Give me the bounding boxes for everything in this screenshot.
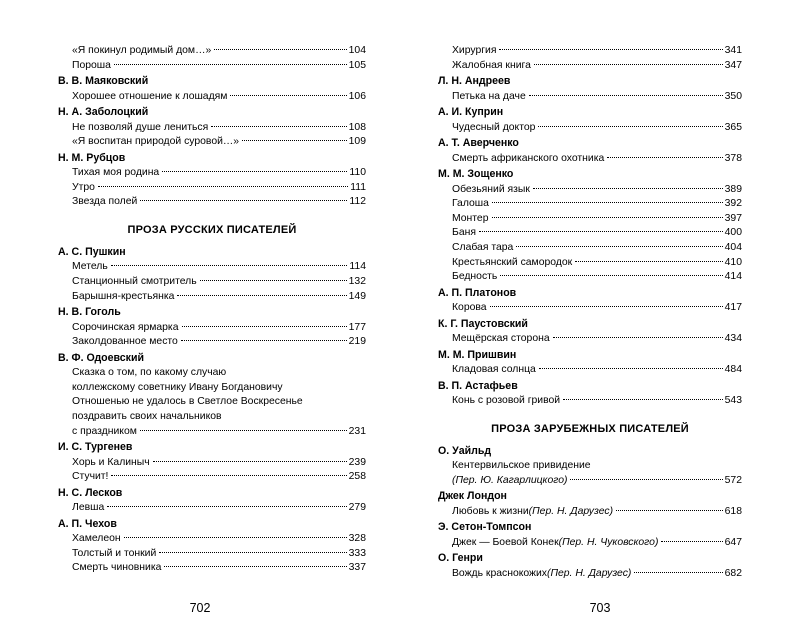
toc-entry-page: 109: [348, 136, 366, 148]
toc-entry-title: Барышня-крестьянка: [72, 290, 175, 302]
toc-author: Н. В. Гоголь: [58, 306, 121, 319]
toc-entry-title: Утро: [72, 181, 95, 193]
toc-leader-dots: [570, 478, 722, 480]
toc-leader-dots: [140, 429, 347, 431]
folio-right: 703: [589, 601, 611, 615]
toc-leader-dots: [529, 94, 723, 96]
toc-entry-page: 618: [724, 505, 742, 517]
toc-entry-title: Хорошее отношение к лошадям: [72, 90, 228, 102]
toc-leader-dots: [124, 536, 347, 538]
toc-leader-dots: [177, 294, 346, 296]
toc-entry-title: Сорочинская ярмарка: [72, 321, 179, 333]
toc-author: В. П. Астафьев: [438, 379, 518, 392]
toc-section-heading: ПРОЗА РУССКИХ ПИСАТЕЛЕЙ: [127, 223, 297, 236]
toc-leader-dots: [500, 274, 722, 276]
toc-entry[interactable]: [58, 470, 366, 485]
toc-entry-title: Смерть африканского охотника: [452, 152, 605, 164]
toc-author: А. Т. Аверченко: [438, 137, 519, 150]
toc-entry[interactable]: [438, 90, 742, 105]
toc-entry-title: Звезда полей: [72, 196, 138, 208]
toc-entry[interactable]: [438, 332, 742, 347]
toc-entry-title: Петька на даче: [452, 90, 526, 102]
toc-author: Н. М. Рубцов: [58, 151, 126, 164]
toc-entry[interactable]: [58, 561, 366, 576]
toc-entry-title: (Пер. Ю. Кагарлицкого): [452, 474, 568, 486]
toc-entry[interactable]: [438, 536, 742, 551]
toc-leader-dots: [164, 565, 346, 567]
toc-entry-title: Хирургия: [452, 45, 497, 56]
toc-leader-dots: [538, 125, 722, 127]
toc-entry-title: Чудесный доктор: [452, 121, 536, 133]
toc-entry[interactable]: [58, 321, 366, 336]
toc-entry-title: Метель: [72, 261, 108, 273]
toc-entry-title: Бедность: [452, 271, 498, 283]
toc-entry[interactable]: [438, 152, 742, 167]
toc-entry-page: 682: [724, 567, 742, 579]
toc-leader-dots: [107, 505, 346, 507]
toc-entry-title: Вождь краснокожих: [452, 567, 547, 579]
toc-entry[interactable]: [58, 425, 366, 440]
toc-author: Джек Лондон: [438, 490, 507, 503]
toc-entry-page: 111: [350, 181, 366, 193]
toc-entry[interactable]: [438, 44, 742, 59]
toc-entry-title: Смерть чиновника: [72, 562, 162, 574]
toc-entry-page: 392: [724, 198, 742, 210]
toc-entry-page: 104: [348, 45, 366, 56]
toc-leader-dots: [200, 279, 347, 281]
toc-leader-dots: [114, 63, 347, 65]
toc-entry-page: 328: [348, 533, 366, 545]
toc-entry[interactable]: [438, 226, 742, 241]
toc-entry-translator: (Пер. Н. Дарузес): [547, 567, 632, 579]
toc-entry-page: 149: [348, 290, 366, 302]
toc-entry-title: Монтер: [452, 212, 489, 224]
toc-entry[interactable]: [438, 270, 742, 285]
toc-entry-page: 484: [724, 364, 742, 376]
toc-leader-dots: [616, 509, 723, 511]
page-right: [400, 44, 800, 637]
toc-leader-dots: [533, 187, 723, 189]
page-left: [0, 44, 400, 637]
toc-entry-page: 112: [349, 196, 366, 208]
toc-entry-page: 417: [724, 302, 742, 314]
toc-entry-page: 132: [348, 275, 366, 287]
toc-entry-title: Слабая тара: [452, 241, 514, 253]
toc-entry-title: Стучит!: [72, 471, 109, 483]
toc-author: В. В. Маяковский: [58, 75, 149, 88]
toc-entry-title: Мещёрская сторона: [452, 333, 550, 345]
toc-author: К. Г. Паустовский: [438, 317, 528, 330]
toc-entry-page: 239: [348, 456, 366, 468]
toc-entry[interactable]: [438, 256, 742, 271]
toc-entry-page: 404: [724, 241, 742, 253]
toc-section-heading: ПРОЗА ЗАРУБЕЖНЫХ ПИСАТЕЛЕЙ: [491, 422, 689, 435]
toc-entry-page: 397: [724, 212, 742, 224]
toc-entry-title: Кладовая солнца: [452, 364, 536, 376]
toc-entry-page: 347: [724, 59, 742, 71]
toc-leader-dots: [575, 260, 722, 262]
toc-entry[interactable]: [438, 567, 742, 582]
toc-author: Э. Сетон-Томпсон: [438, 521, 532, 534]
toc-list-left: [58, 44, 366, 576]
toc-leader-dots: [111, 474, 346, 476]
toc-entry[interactable]: [58, 166, 366, 181]
toc-author: Н. А. Заболоцкий: [58, 106, 149, 119]
toc-leader-dots: [534, 63, 723, 65]
toc-entry[interactable]: [58, 181, 366, 196]
toc-title-continuation: Отношенью не удалось в Светлое Воскресенье: [72, 396, 303, 408]
toc-leader-dots: [607, 156, 722, 158]
toc-entry-page: 434: [724, 333, 742, 345]
toc-entry-page: 341: [724, 45, 742, 56]
toc-leader-dots: [181, 339, 347, 341]
toc-leader-dots: [490, 305, 723, 307]
toc-entry-page: 365: [724, 121, 742, 133]
toc-entry-title: Крестьянский самородок: [452, 256, 573, 268]
toc-entry-title: «Я воспитан природой суровой…»: [72, 136, 240, 148]
toc-entry-title: «Я покинул родимый дом…»: [72, 45, 212, 56]
toc-entry-page: 350: [724, 90, 742, 102]
toc-author: М. М. Зощенко: [438, 168, 514, 181]
toc-author: А. П. Платонов: [438, 286, 517, 299]
toc-leader-dots: [553, 336, 723, 338]
toc-leader-dots: [211, 125, 346, 127]
toc-entry-page: 114: [349, 261, 366, 273]
toc-entry[interactable]: [58, 456, 366, 471]
toc-leader-dots: [162, 170, 347, 172]
toc-leader-dots: [98, 185, 348, 187]
toc-entry-page: 177: [348, 321, 366, 333]
toc-leader-dots: [634, 571, 722, 573]
toc-entry-page: 219: [348, 336, 366, 348]
toc-entry[interactable]: [438, 241, 742, 256]
toc-entry-page: 572: [724, 474, 742, 486]
toc-entry[interactable]: [438, 197, 742, 212]
toc-entry-page: 110: [349, 167, 366, 179]
toc-list-right: [438, 44, 742, 581]
toc-entry[interactable]: [58, 275, 366, 290]
toc-leader-dots: [140, 199, 347, 201]
toc-author: Л. Н. Андреев: [438, 75, 511, 88]
toc-leader-dots: [242, 139, 347, 141]
toc-title-continuation: коллежскому советнику Ивану Богдановичу: [72, 381, 283, 393]
toc-leader-dots: [111, 264, 348, 266]
toc-entry[interactable]: [58, 121, 366, 136]
toc-author: И. С. Тургенев: [58, 441, 133, 454]
toc-entry-translator: (Пер. Н. Чуковского): [558, 536, 659, 548]
toc-title-continuation: Сказка о том, по какому случаю: [72, 367, 227, 379]
toc-leader-dots: [499, 48, 722, 50]
toc-entry-translator: (Пер. Н. Дарузес): [528, 505, 614, 517]
toc-entry[interactable]: [438, 301, 742, 316]
toc-entry-title: Не позволяй душе лениться: [72, 121, 209, 133]
toc-leader-dots: [153, 460, 347, 462]
toc-entry[interactable]: [58, 90, 366, 105]
toc-entry-title: Баня: [452, 227, 476, 239]
toc-entry[interactable]: [438, 183, 742, 198]
toc-entry-page: 410: [724, 256, 742, 268]
toc-entry[interactable]: [58, 532, 366, 547]
toc-entry-title: Конь с розовой гривой: [452, 395, 561, 407]
toc-entry-page: 389: [724, 183, 742, 195]
toc-entry-title: Любовь к жизни: [452, 505, 529, 517]
toc-entry[interactable]: [438, 394, 742, 409]
toc-entry-page: 333: [348, 547, 366, 559]
toc-author: В. Ф. Одоевский: [58, 351, 144, 364]
toc-title-continuation: поздравить своих начальников: [72, 410, 222, 422]
toc-title-continuation: Кентервильское привидение: [452, 460, 591, 472]
toc-entry[interactable]: [438, 505, 742, 520]
toc-entry-page: 414: [724, 271, 742, 283]
toc-author: А. П. Чехов: [58, 517, 117, 530]
toc-entry-page: 106: [348, 90, 366, 102]
toc-entry-page: 231: [348, 425, 366, 437]
toc-entry-page: 105: [348, 59, 366, 71]
toc-entry-title: Жалобная книга: [452, 59, 531, 71]
folio-left: 702: [189, 601, 211, 615]
toc-entry-title: Джек — Боевой Конек: [452, 536, 559, 548]
toc-entry[interactable]: [58, 290, 366, 305]
toc-entry-title: Толстый и тонкий: [72, 547, 157, 559]
toc-leader-dots: [492, 216, 723, 218]
toc-leader-dots: [563, 398, 723, 400]
toc-entry-title: Хамелеон: [72, 533, 121, 545]
toc-entry[interactable]: [58, 59, 366, 74]
toc-entry[interactable]: [58, 547, 366, 562]
toc-entry-title: Станционный смотритель: [72, 275, 197, 287]
toc-author: А. И. Куприн: [438, 106, 504, 119]
toc-entry[interactable]: [58, 501, 366, 516]
toc-entry-page: 337: [348, 562, 366, 574]
toc-entry[interactable]: [438, 212, 742, 227]
toc-entry-title: Корова: [452, 302, 487, 314]
toc-entry-page: 279: [348, 502, 366, 514]
toc-leader-dots: [539, 367, 723, 369]
toc-author: О. Уайльд: [438, 444, 492, 457]
toc-entry-title: Тихая моя родина: [72, 167, 160, 179]
toc-entry[interactable]: [58, 135, 366, 150]
toc-author: О. Генри: [438, 552, 483, 565]
toc-entry-page: 378: [724, 152, 742, 164]
toc-entry-title: Заколдованное место: [72, 336, 178, 348]
toc-leader-dots: [516, 245, 722, 247]
toc-leader-dots: [182, 325, 347, 327]
toc-entry-page: 543: [724, 395, 742, 407]
toc-entry[interactable]: [438, 59, 742, 74]
toc-entry[interactable]: [438, 474, 742, 489]
toc-entry-title: с праздником: [72, 425, 137, 437]
toc-entry[interactable]: [438, 121, 742, 136]
toc-entry[interactable]: [438, 363, 742, 378]
toc-entry[interactable]: [58, 195, 366, 210]
toc-author: М. М. Пришвин: [438, 348, 517, 361]
toc-leader-dots: [479, 230, 723, 232]
toc-leader-dots: [661, 540, 722, 542]
toc-entry-page: 108: [348, 121, 366, 133]
toc-entry-title: Хорь и Калиныч: [72, 456, 150, 468]
toc-leader-dots: [214, 48, 346, 50]
toc-entry-title: Пороша: [72, 59, 111, 71]
toc-entry-title: Левша: [72, 502, 105, 514]
toc-author: А. С. Пушкин: [58, 245, 126, 258]
toc-entry-page: 400: [724, 227, 742, 239]
toc-author: Н. С. Лесков: [58, 486, 123, 499]
toc-entry-title: Галоша: [452, 198, 489, 210]
toc-entry[interactable]: [58, 260, 366, 275]
toc-entry-title: Обезьяний язык: [452, 183, 530, 195]
toc-entry-page: 647: [724, 536, 742, 548]
toc-leader-dots: [159, 551, 346, 553]
toc-entry-page: 258: [348, 471, 366, 483]
toc-leader-dots: [492, 201, 723, 203]
toc-leader-dots: [230, 94, 346, 96]
toc-entry[interactable]: [58, 44, 366, 59]
toc-entry[interactable]: [58, 335, 366, 350]
